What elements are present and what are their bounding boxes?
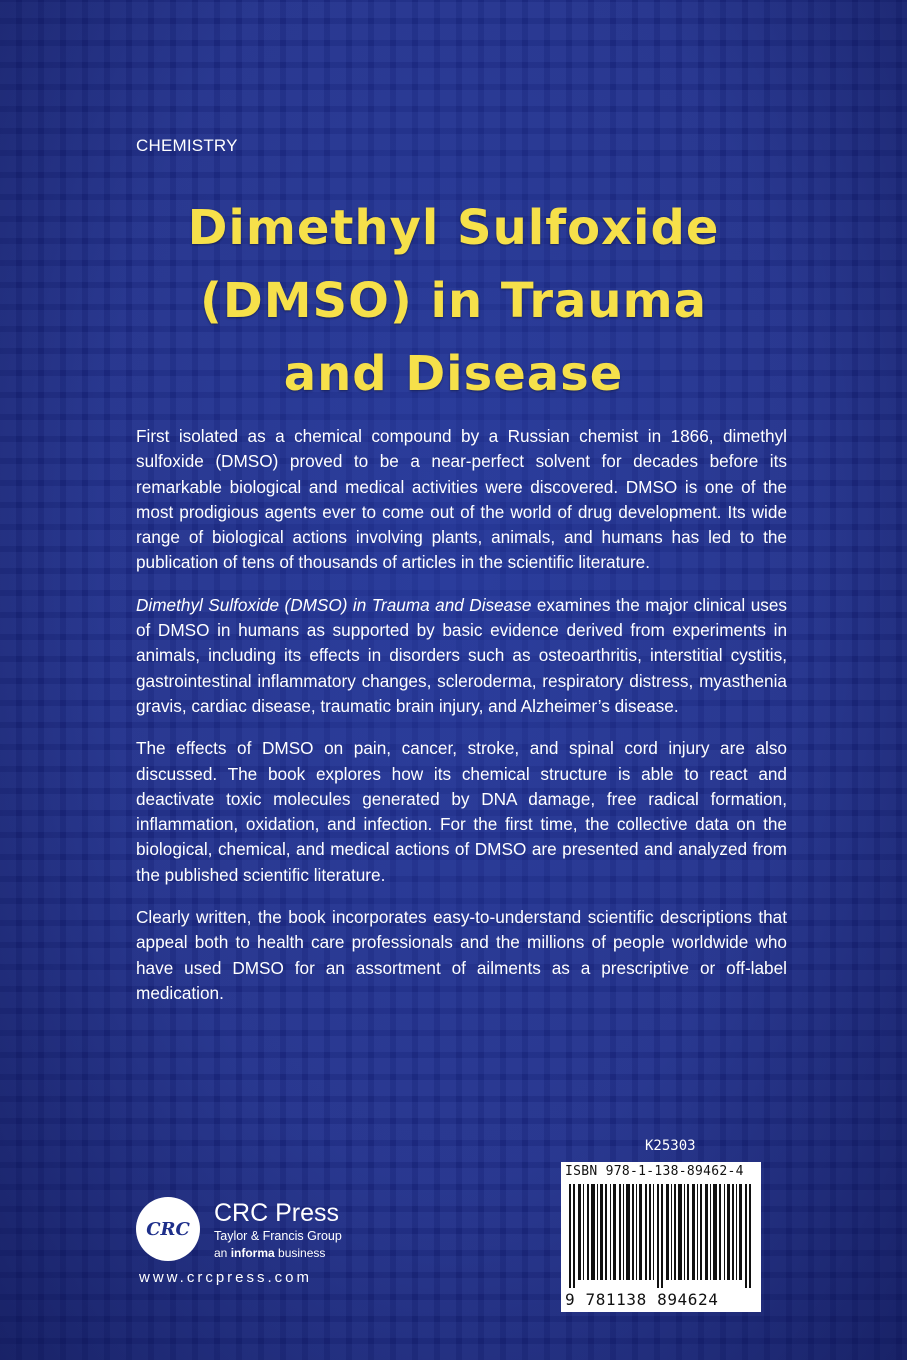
publisher-website-link[interactable]: www.crcpress.com (139, 1269, 313, 1286)
italic-book-title: Dimethyl Sulfoxide (DMSO) in Trauma and Disease (136, 594, 532, 615)
paragraph-text: examines the major clinical uses of DMSO in humans as supported by basic evidence derived from experiments in animals, including its effects in disorders such as osteoarthritis, interstitial cystitis, gastrointestinal inflammatory changes, scleroderma, respiratory distress, myasthenia gravis, cardiac disease, traumatic brain injury, and Alzheimer’s disease. (136, 594, 787, 716)
book-description (136, 424, 787, 1023)
description-paragraph: The effects of DMSO on pain, cancer, stroke, and spinal cord injury are also discussed. The book explores how its chemical structure is able to react and deactivate toxic molecules generated by DNA damage, free radical formation, inflammation, oxidation, and infection. For the first time, the collective data on the biological, chemical, and medical actions of DMSO are presented and analyzed from the published scientific literature. (136, 738, 787, 885)
description-paragraph: First isolated as a chemical compound by a Russian chemist in 1866, dimethyl sulfoxide (DMSO) proved to be a near-perfect solvent for decades before its remarkable biological and medical activities were discovered. DMSO is one of the most prodigious agents ever to come out of the world of drug development. Its wide range of biological actions involving plants, animals, and humans has led to the publication of tens of thousands of articles in the scientific literature. (136, 426, 787, 573)
tagline-prefix: an (214, 1246, 231, 1260)
barcode-icon (569, 1184, 753, 1288)
isbn-label: ISBN 978-1-138-89462-4 (565, 1164, 744, 1179)
publisher-name: CRC Press (214, 1199, 340, 1227)
title-line: and Disease (283, 346, 624, 402)
title-line: Dimethyl Sulfoxide (187, 200, 720, 256)
publisher-block (214, 1199, 342, 1261)
description-paragraph: Clearly written, the book incorporates easy-to-understand scientific descriptions that appeal both to health care professionals and the millions of people worldwide who have used DMSO for an assortment of ailments as a prescriptive or off-label medication. (136, 907, 787, 1003)
description-paragraph (136, 593, 787, 719)
tagline-brand: informa (230, 1246, 275, 1260)
crc-logo-icon (136, 1197, 200, 1261)
title-line: (DMSO) in Trauma (199, 273, 707, 329)
barcode-number: 9 781138 894624 (565, 1290, 719, 1309)
product-code: K25303 (645, 1138, 696, 1154)
tagline-suffix: business (274, 1246, 326, 1260)
publisher-group: Taylor & Francis Group (214, 1229, 342, 1243)
category-label: CHEMISTRY (136, 136, 238, 155)
publisher-tagline (214, 1245, 342, 1261)
book-title (100, 192, 807, 411)
logo-text: CRC (146, 1218, 190, 1240)
barcode-panel (561, 1162, 761, 1312)
